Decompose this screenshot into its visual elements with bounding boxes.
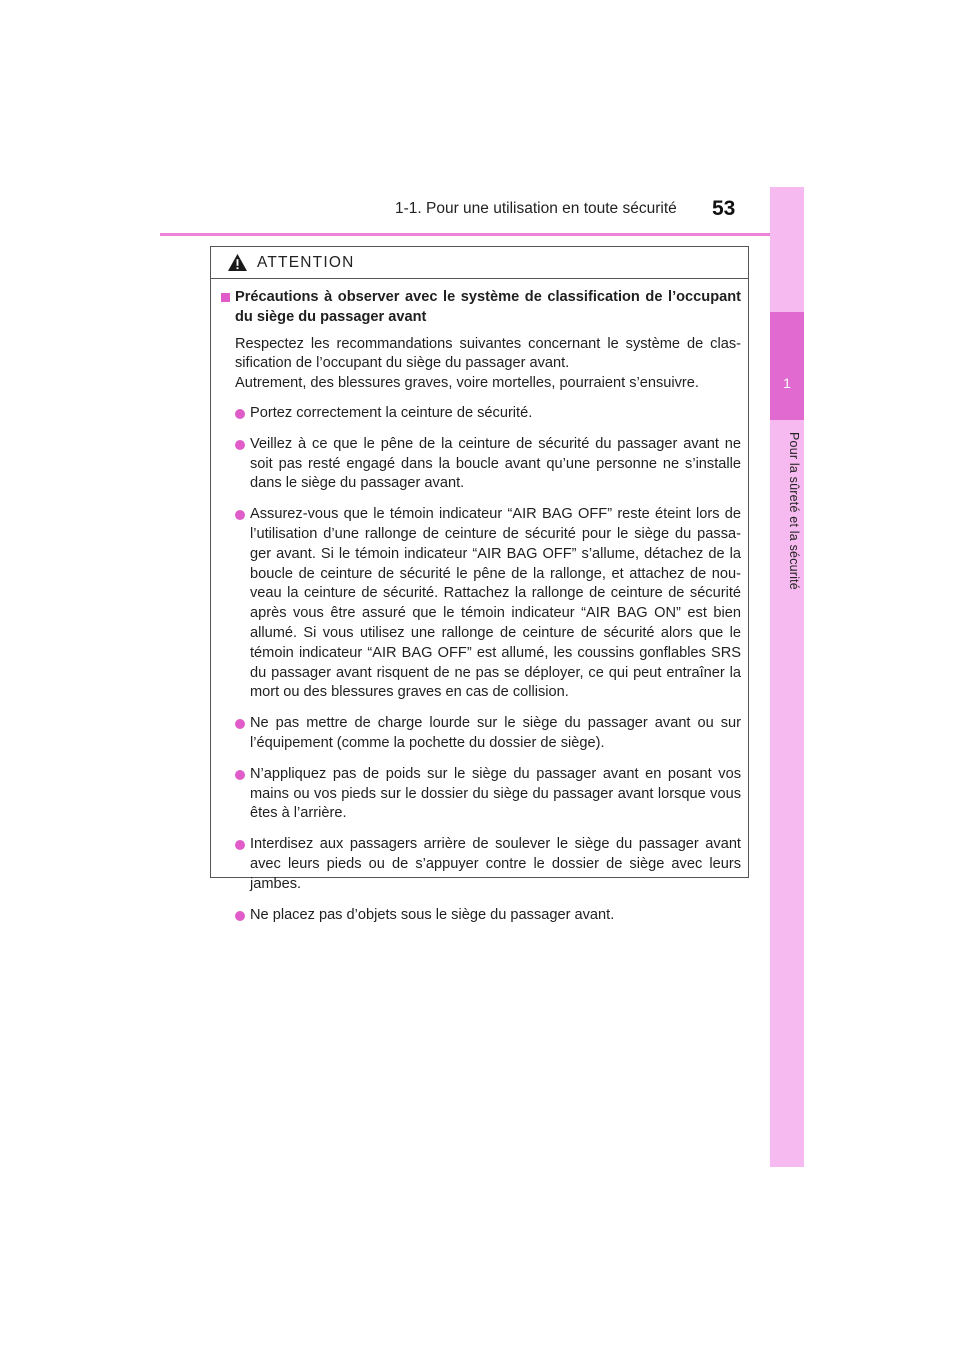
section-title: 1-1. Pour une utilisation en toute sécurité [395,200,677,217]
chapter-label: Pour la sûreté et la sécurité [787,432,801,590]
list-item-text: Ne placez pas d’objets sous le siège du passager avant. [250,906,615,923]
list-item-text: N’appliquez pas de poids sur le siège du passager avant en posant vos mains ou vos pieds sur le dossier du siège du passager avant lorsque vous êtes à l’arrière. [250,765,741,822]
chapter-tab [770,312,804,420]
warning-header [211,247,748,279]
list-item [235,435,741,494]
list-item [235,404,741,424]
square-bullet-icon [221,293,230,302]
circle-bullet-icon [235,510,245,520]
warning-box [210,246,749,923]
circle-bullet-icon [235,440,245,450]
warning-body [211,279,748,925]
section-heading [221,288,741,328]
list-item-text: Ne pas mettre de charge lourde sur le siège du passager avant ou sur l’équipement (comme la pochette du dossier de siège). [250,715,741,751]
list-item-text: Assurez-vous que le témoin indicateur “AIR BAG OFF” reste éteint lors de l’utilisation d’une rallonge de ceinture de sécurité pour le siège du passa-ger avant. Si le témoin indicateur “AIR BAG OFF” s’allume, détachez de la boucle de ceinture de sécurité le pêne de la rallonge, et attachez de nou-veau la ceinture de sécurité. Rattachez la rallonge de ceinture de sécurité après vous être assuré que le témoin indicateur “AIR BAG ON” est bien allumé. Si vous utilisez une rallonge de ceinture de sécurité alors que le témoin indicateur “AIR BAG OFF” est allumé, les coussins gonflables SRS du passager avant risquent de ne pas se déployer, ce qui peut entraîner la mort ou des blessures graves en cas de collision. [250,506,741,701]
list-item [235,835,741,894]
list-item [235,505,741,703]
circle-bullet-icon [235,911,245,921]
circle-bullet-icon [235,719,245,729]
header-rule [160,233,803,236]
circle-bullet-icon [235,840,245,850]
list-item-text: Veillez à ce que le pêne de la ceinture de sécurité du passager avant ne soit pas resté engagé dans la boucle avant qu’une personne ne s’installe dans le siège du passager avant. [250,435,741,492]
warning-triangle-icon [227,253,248,272]
circle-bullet-icon [235,409,245,419]
precautions-list [235,404,741,925]
intro-paragraph-1: Respectez les recommandations suivantes concernant le système de clas-sification de l’occupant du siège du passager avant. [235,335,741,372]
warning-title: ATTENTION [257,253,355,271]
chapter-number: 1 [783,375,791,391]
list-item [235,906,741,926]
intro-paragraph-2: Autrement, des blessures graves, voire mortelles, pourraient s’ensuivre. [235,375,699,392]
list-item-text: Portez correctement la ceinture de sécurité. [250,404,533,421]
intro [235,335,741,394]
list-item [235,765,741,824]
list-item-text: Interdisez aux passagers arrière de soulever le siège du passager avant avec leurs pieds ou de s’appuyer contre le dossier de siège avec leurs jambes. [250,836,741,892]
page-number: 53 [712,197,736,220]
heading-text: Précautions à observer avec le système de classification de l’occupant du siège du passager avant [235,289,741,325]
circle-bullet-icon [235,770,245,780]
list-item [235,714,741,754]
